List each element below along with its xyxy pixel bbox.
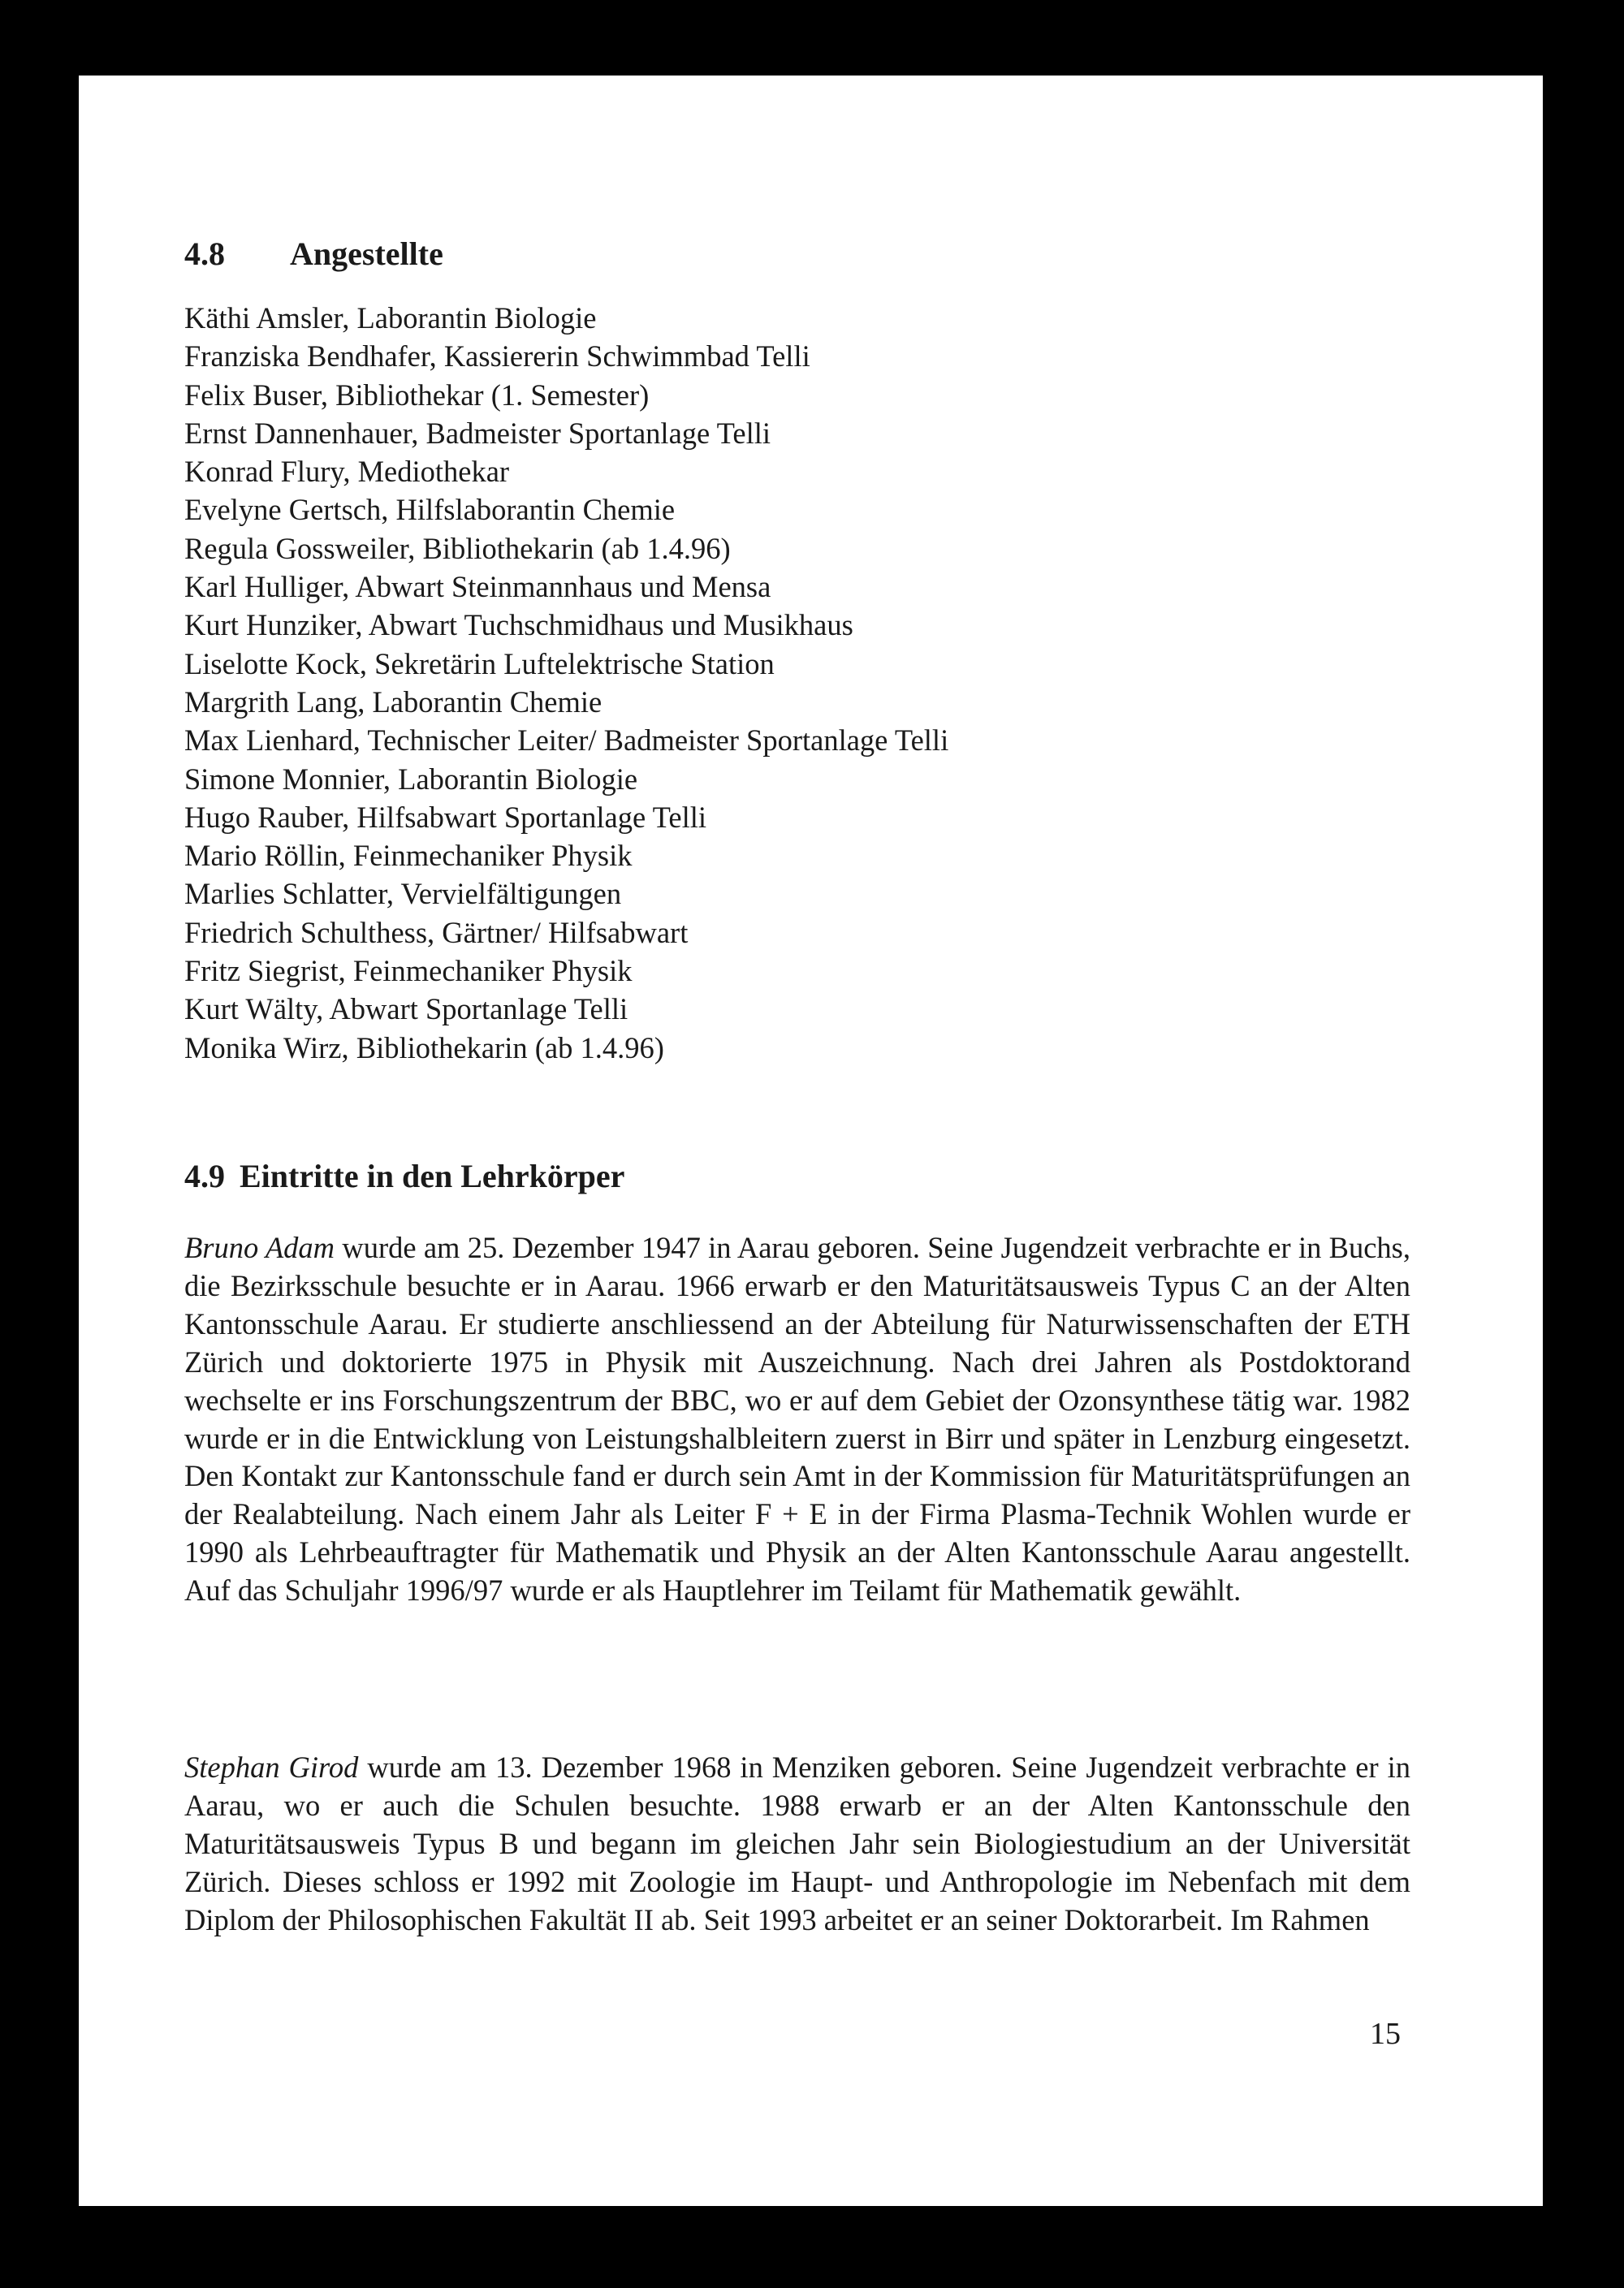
list-item: Marlies Schlatter, Vervielfältigungen <box>184 877 622 911</box>
bio-text: wurde am 25. Dezember 1947 in Aarau geboren. Seine Jugendzeit verbrachte er in Buchs, die Bezirksschule besuchte er in Aarau. 1966 erwarb er den Maturitätsausweis Typus C an der Alten Kantonsschule Aarau. Er studierte anschliessend an der Abteilung für Naturwissenschaften der ETH Zürich und doktorierte 1975 in Physik mit Auszeichnung. Nach drei Jahren als Postdoktorand wechselte er ins Forschungszentrum der BBC, wo er auf dem Gebiet der Ozonsynthese tätig war. 1982 wurde er in die Entwicklung von Leistungshalbleitern zuerst in Birr und später in Lenzburg eingesetzt. Den Kontakt zur Kantonsschule fand er durch sein Amt in der Kommission für Maturitätsprüfungen an der Realabteilung. Nach einem Jahr als Leiter F + E in der Firma Plasma-Technik Wohlen wurde er 1990 als Lehrbeauftragter für Mathematik und Physik an der Alten Kantonsschule Aarau angestellt. Auf das Schuljahr 1996/97 wurde er als Hauptlehrer im Teilamt für Mathematik gewählt. <box>184 1231 1410 1608</box>
list-item: Margrith Lang, Laborantin Chemie <box>184 684 603 719</box>
list-item: Käthi Amsler, Laborantin Biologie <box>184 301 597 335</box>
section-heading-staff <box>184 235 443 274</box>
list-item: Ernst Dannenhauer, Badmeister Sportanlage Telli <box>184 416 771 450</box>
list-item: Franziska Bendhafer, Kassiererin Schwimmbad Telli <box>184 339 810 373</box>
list-item: Fritz Siegrist, Feinmechaniker Physik <box>184 954 633 988</box>
list-item: Simone Monnier, Laborantin Biologie <box>184 762 638 796</box>
list-item: Karl Hulliger, Abwart Steinmannhaus und Mensa <box>184 570 771 604</box>
section-number: 4.9 <box>184 1158 225 1194</box>
section-heading-entries <box>184 1157 624 1196</box>
bio-text: wurde am 13. Dezember 1968 in Menziken geboren. Seine Jugendzeit verbrachte er in Aarau, wo er auch die Schulen besuchte. 1988 erwarb er an der Alten Kantonsschule den Maturitätsausweis Typus B und begann im gleichen Jahr sein Biologiestudium an der Universität Zürich. Dieses schloss er 1992 mit Zoologie im Haupt- und Anthropologie im Nebenfach mit dem Diplom der Philosophischen Fakultät II ab. Seit 1993 arbeitet er an seiner Doktorarbeit. Im Rahmen <box>184 1751 1410 1936</box>
list-item: Monika Wirz, Bibliothekarin (ab 1.4.96) <box>184 1030 664 1064</box>
list-item: Evelyne Gertsch, Hilfslaborantin Chemie <box>184 493 676 527</box>
bio-paragraph-adam <box>184 1229 1410 1610</box>
list-item: Mario Röllin, Feinmechaniker Physik <box>184 839 633 873</box>
section-title: Angestellte <box>290 235 443 272</box>
list-item: Regula Gossweiler, Bibliothekarin (ab 1.4.96) <box>184 531 731 565</box>
list-item: Konrad Flury, Mediothekar <box>184 455 510 489</box>
bio-paragraph-girod <box>184 1749 1410 1940</box>
section-title: Eintritte in den Lehrkörper <box>240 1158 625 1194</box>
list-item: Kurt Hunziker, Abwart Tuchschmidhaus und Musikhaus <box>184 608 853 642</box>
list-item: Hugo Rauber, Hilfsabwart Sportanlage Telli <box>184 800 707 834</box>
list-item: Friedrich Schulthess, Gärtner/ Hilfsabwart <box>184 915 689 949</box>
bio-name: Bruno Adam <box>184 1231 335 1264</box>
section-number: 4.8 <box>184 235 225 272</box>
list-item: Max Lienhard, Technischer Leiter/ Badmeister Sportanlage Telli <box>184 723 949 758</box>
bio-name: Stephan Girod <box>184 1751 359 1784</box>
list-item: Liselotte Kock, Sekretärin Luftelektrische Station <box>184 646 775 680</box>
list-item: Kurt Wälty, Abwart Sportanlage Telli <box>184 992 628 1026</box>
list-item: Felix Buser, Bibliothekar (1. Semester) <box>184 378 650 412</box>
document-page <box>79 76 1543 2206</box>
page-number: 15 <box>1370 2017 1401 2051</box>
staff-list <box>184 299 948 1067</box>
